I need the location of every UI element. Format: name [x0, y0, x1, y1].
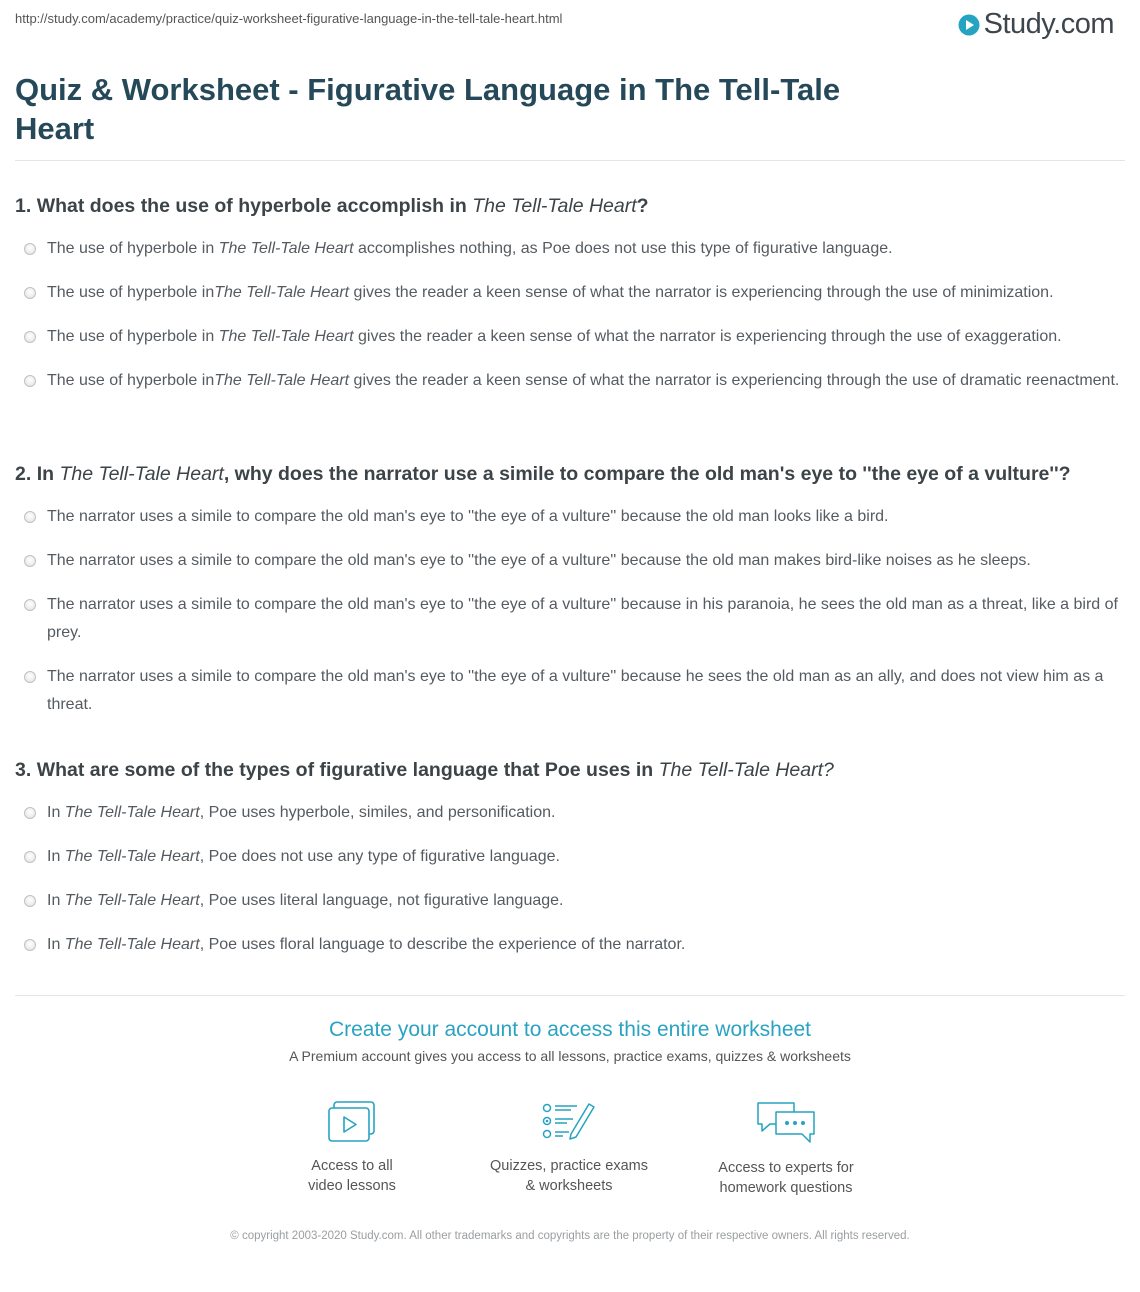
- answer-option[interactable]: In The Tell-Tale Heart, Poe uses literal language, not figurative language.: [15, 887, 1127, 915]
- answer-options: [15, 799, 1127, 959]
- video-lessons-icon: [326, 1100, 378, 1144]
- radio-button-icon[interactable]: [24, 939, 36, 951]
- answer-option[interactable]: The narrator uses a simile to compare the old man's eye to ''the eye of a vulture'' because the old man makes bird-like noises as he sleeps.: [15, 547, 1127, 575]
- question-1: [15, 193, 1127, 395]
- answer-option[interactable]: In The Tell-Tale Heart, Poe uses hyperbole, similes, and personification.: [15, 799, 1127, 827]
- answer-option[interactable]: In The Tell-Tale Heart, Poe does not use any type of figurative language.: [15, 843, 1127, 871]
- feature-label: Quizzes, practice exams & worksheets: [490, 1158, 648, 1194]
- radio-button-icon[interactable]: [24, 243, 36, 255]
- create-account-link[interactable]: Create your account to access this entire worksheet: [328, 1018, 812, 1041]
- question-text: 2. In The Tell-Tale Heart, why does the narrator use a simile to compare the old man's eye to ''the eye of a vulture''?: [15, 463, 1071, 485]
- feature-quizzes: [469, 1100, 669, 1196]
- page-url: http://study.com/academy/practice/quiz-worksheet-figurative-language-in-the-tell-tale-heart.html: [15, 11, 563, 26]
- radio-button-icon[interactable]: [24, 895, 36, 907]
- feature-experts: [686, 1100, 886, 1198]
- feature-video-lessons: [252, 1100, 452, 1196]
- cta-divider: [15, 995, 1125, 996]
- answer-option[interactable]: The narrator uses a simile to compare the old man's eye to ''the eye of a vulture'' because he sees the old man as an ally, and does not view him as a threat.: [15, 663, 1127, 719]
- answer-option[interactable]: The use of hyperbole inThe Tell-Tale Heart gives the reader a keen sense of what the narrator is experiencing through the use of minimization.: [15, 279, 1127, 307]
- radio-button-icon[interactable]: [24, 807, 36, 819]
- radio-button-icon[interactable]: [24, 851, 36, 863]
- logo-text: Study.com: [983, 8, 1114, 40]
- answer-option[interactable]: The use of hyperbole in The Tell-Tale Heart accomplishes nothing, as Poe does not use this type of figurative language.: [15, 235, 1127, 263]
- radio-button-icon[interactable]: [24, 375, 36, 387]
- answer-option[interactable]: The use of hyperbole inThe Tell-Tale Heart gives the reader a keen sense of what the narrator is experiencing through the use of dramatic reenactment.: [15, 367, 1127, 395]
- answer-option[interactable]: In The Tell-Tale Heart, Poe uses floral language to describe the experience of the narrator.: [15, 931, 1127, 959]
- answer-options: [15, 235, 1127, 395]
- radio-button-icon[interactable]: [24, 555, 36, 567]
- question-text: 3. What are some of the types of figurative language that Poe uses in The Tell-Tale Heart?: [15, 759, 834, 781]
- page-title: Quiz & Worksheet - Figurative Language in The Tell-Tale Heart: [15, 72, 841, 146]
- answer-option[interactable]: The use of hyperbole in The Tell-Tale Heart gives the reader a keen sense of what the narrator is experiencing through the use of exaggeration.: [15, 323, 1127, 351]
- question-3: [15, 757, 1127, 959]
- radio-button-icon[interactable]: [24, 511, 36, 523]
- answer-option[interactable]: The narrator uses a simile to compare the old man's eye to ''the eye of a vulture'' because the old man looks like a bird.: [15, 503, 1127, 531]
- radio-button-icon[interactable]: [24, 671, 36, 683]
- answer-options: [15, 503, 1127, 719]
- question-2: [15, 461, 1127, 719]
- chat-bubbles-icon: [754, 1100, 818, 1146]
- answer-option[interactable]: The narrator uses a simile to compare the old man's eye to ''the eye of a vulture'' because in his paranoia, he sees the old man as a threat, like a bird of prey.: [15, 591, 1127, 647]
- question-text: 1. What does the use of hyperbole accomplish in The Tell-Tale Heart?: [15, 195, 649, 217]
- quiz-list-icon: [541, 1100, 597, 1144]
- radio-button-icon[interactable]: [24, 331, 36, 343]
- cta-subtitle: A Premium account gives you access to all lessons, practice exams, quizzes & worksheets: [289, 1048, 851, 1064]
- radio-button-icon[interactable]: [24, 287, 36, 299]
- play-logo-icon: [958, 14, 980, 36]
- radio-button-icon[interactable]: [24, 599, 36, 611]
- copyright-footer: © copyright 2003-2020 Study.com. All other trademarks and copyrights are the property of their respective owners. All rights reserved.: [230, 1230, 910, 1242]
- feature-label: Access to all video lessons: [308, 1158, 396, 1194]
- study-logo[interactable]: [958, 8, 1114, 41]
- header-divider: [15, 160, 1125, 161]
- feature-label: Access to experts for homework questions: [718, 1160, 854, 1196]
